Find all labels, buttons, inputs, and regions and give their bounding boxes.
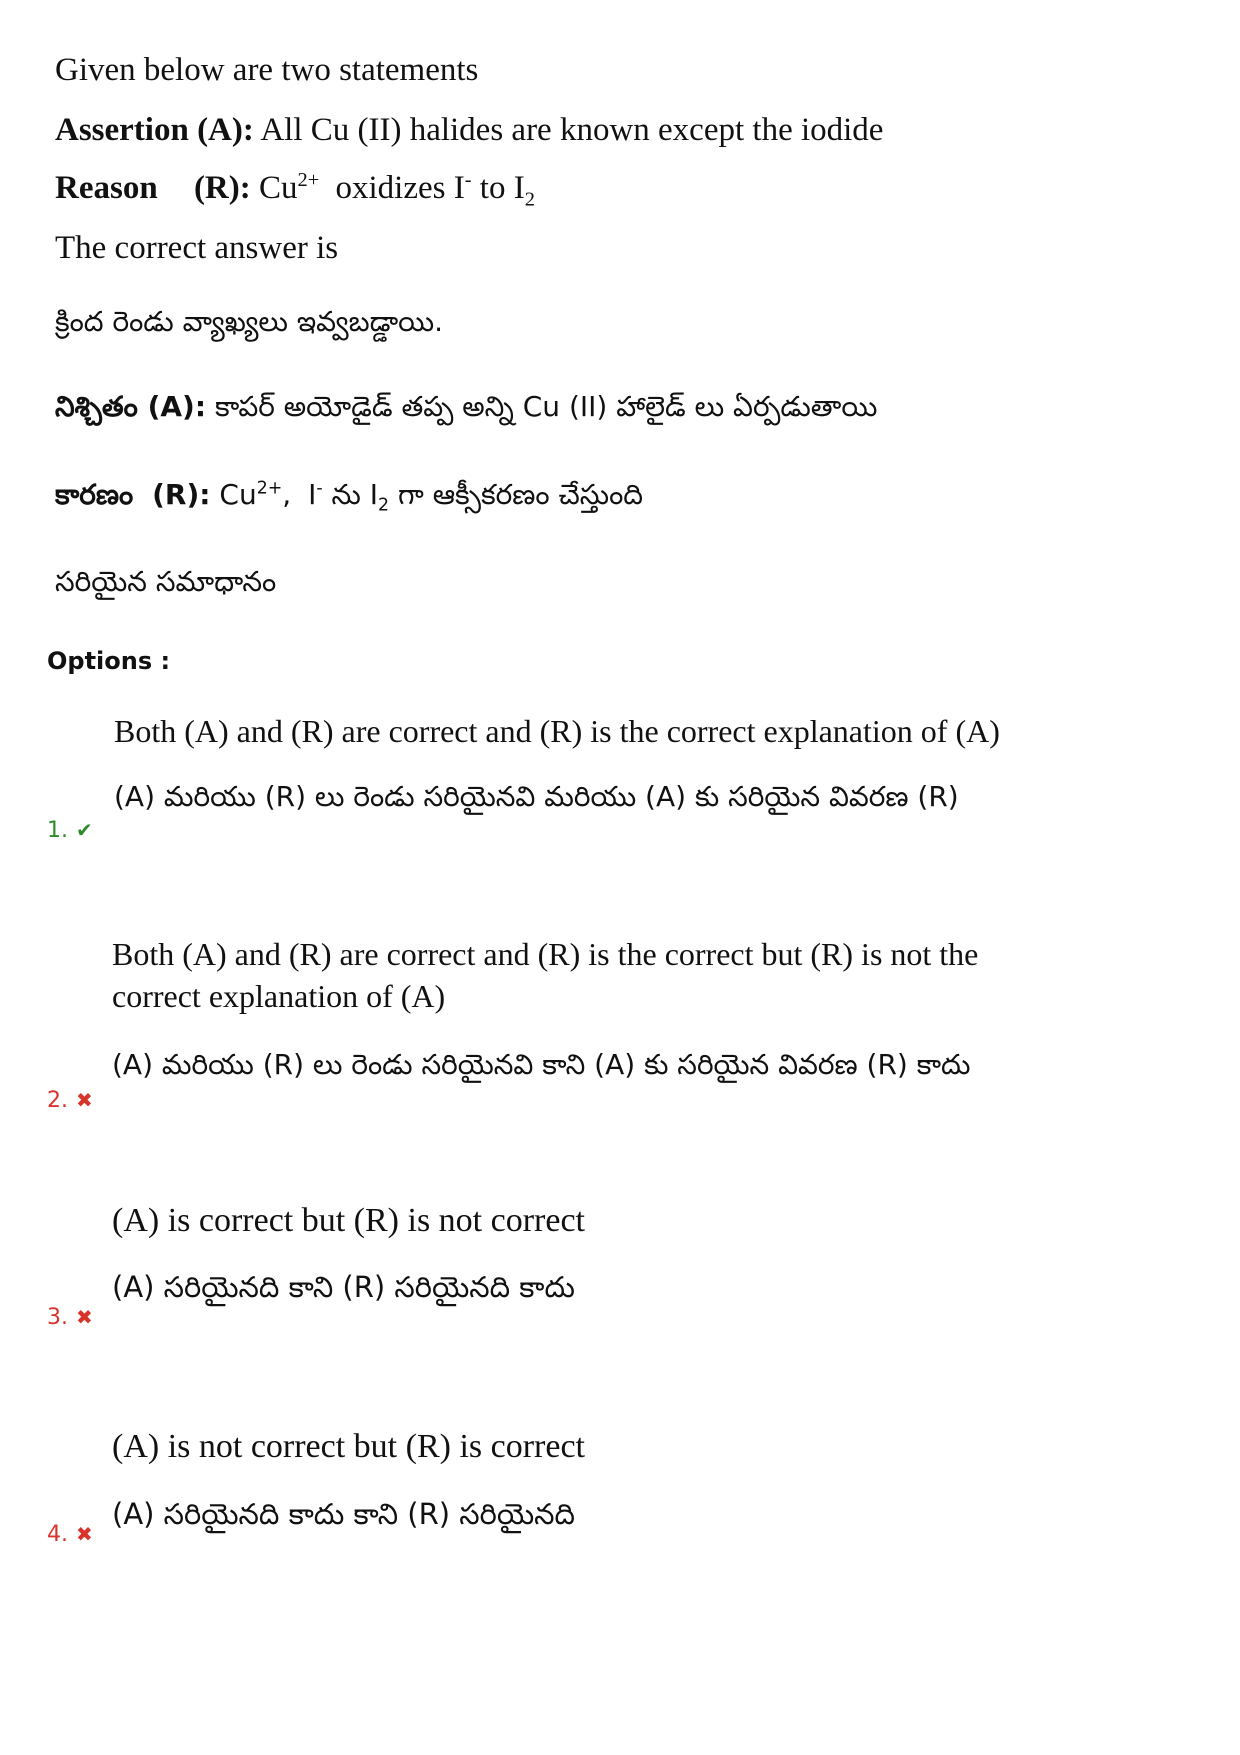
- option-3-number[interactable]: 3. ✖: [47, 1305, 93, 1330]
- telugu-reason-line: కారణం (R): $Cu^{2+}$, I- ను $I_2$ గా ఆక్సీకరణం చేస్తుంది: [55, 478, 644, 516]
- option-3-telugu: (A) సరియైనది కాని (R) సరియైనది కాదు: [112, 1270, 575, 1304]
- telugu-assertion-text: కాపర్ అయోడైడ్ తప్ప అన్ని Cu (II) హాలైడ్ లు ఏర్పడుతాయి: [214, 390, 878, 423]
- telugu-intro: క్రింద రెండు వ్యాఖ్యలు ఇవ్వబడ్డాయి.: [55, 305, 444, 338]
- option-1-number[interactable]: 1. ✔: [47, 818, 93, 843]
- assertion-line: [55, 112, 883, 149]
- option-4-telugu: (A) సరియైనది కాదు కాని (R) సరియైనది: [112, 1497, 575, 1531]
- option-2-telugu: (A) మరియు (R) లు రెండు సరియైనవి కాని (A) కు సరియైన వివరణ (R) కాదు: [112, 1048, 971, 1081]
- telugu-prompt: సరియైన సమాధానం: [55, 565, 277, 598]
- check-icon: ✔: [76, 818, 93, 842]
- assertion-text: All Cu (II) halides are known except the iodide: [260, 112, 884, 148]
- telugu-reason-label: కారణం: [55, 478, 134, 511]
- reason-r-label: (R):: [193, 170, 251, 206]
- cross-icon: ✖: [76, 1088, 93, 1112]
- option-4-english: (A) is not correct but (R) is correct: [112, 1428, 585, 1465]
- option-2-number[interactable]: 2. ✖: [47, 1088, 93, 1113]
- option-1-telugu: (A) మరియు (R) లు రెండు సరియైనవి మరియు (A) కు సరియైన వివరణ (R): [114, 780, 959, 813]
- question-prompt: The correct answer is: [55, 230, 339, 266]
- option-4-number[interactable]: 4. ✖: [47, 1522, 93, 1547]
- reason-label: Reason: [55, 170, 158, 206]
- question-intro: Given below are two statements: [55, 52, 479, 88]
- options-label: Options :: [47, 647, 171, 675]
- telugu-assertion-label: నిశ్చితం (A):: [55, 390, 207, 423]
- cross-icon: ✖: [76, 1305, 93, 1329]
- reason-line: Reason (R): $Cu^{2+}$ oxidizes I- to $I_2$: [55, 169, 535, 211]
- option-2-english: Both (A) and (R) are correct and (R) is the correct but (R) is not the correct explanation of (A): [112, 936, 979, 1014]
- telugu-assertion-line: [55, 390, 877, 430]
- option-1-english: Both (A) and (R) are correct and (R) is the correct explanation of (A): [114, 713, 1000, 749]
- cross-icon: ✖: [76, 1522, 93, 1546]
- option-3-english: (A) is correct but (R) is not correct: [112, 1202, 585, 1239]
- assertion-label: Assertion (A):: [55, 112, 254, 148]
